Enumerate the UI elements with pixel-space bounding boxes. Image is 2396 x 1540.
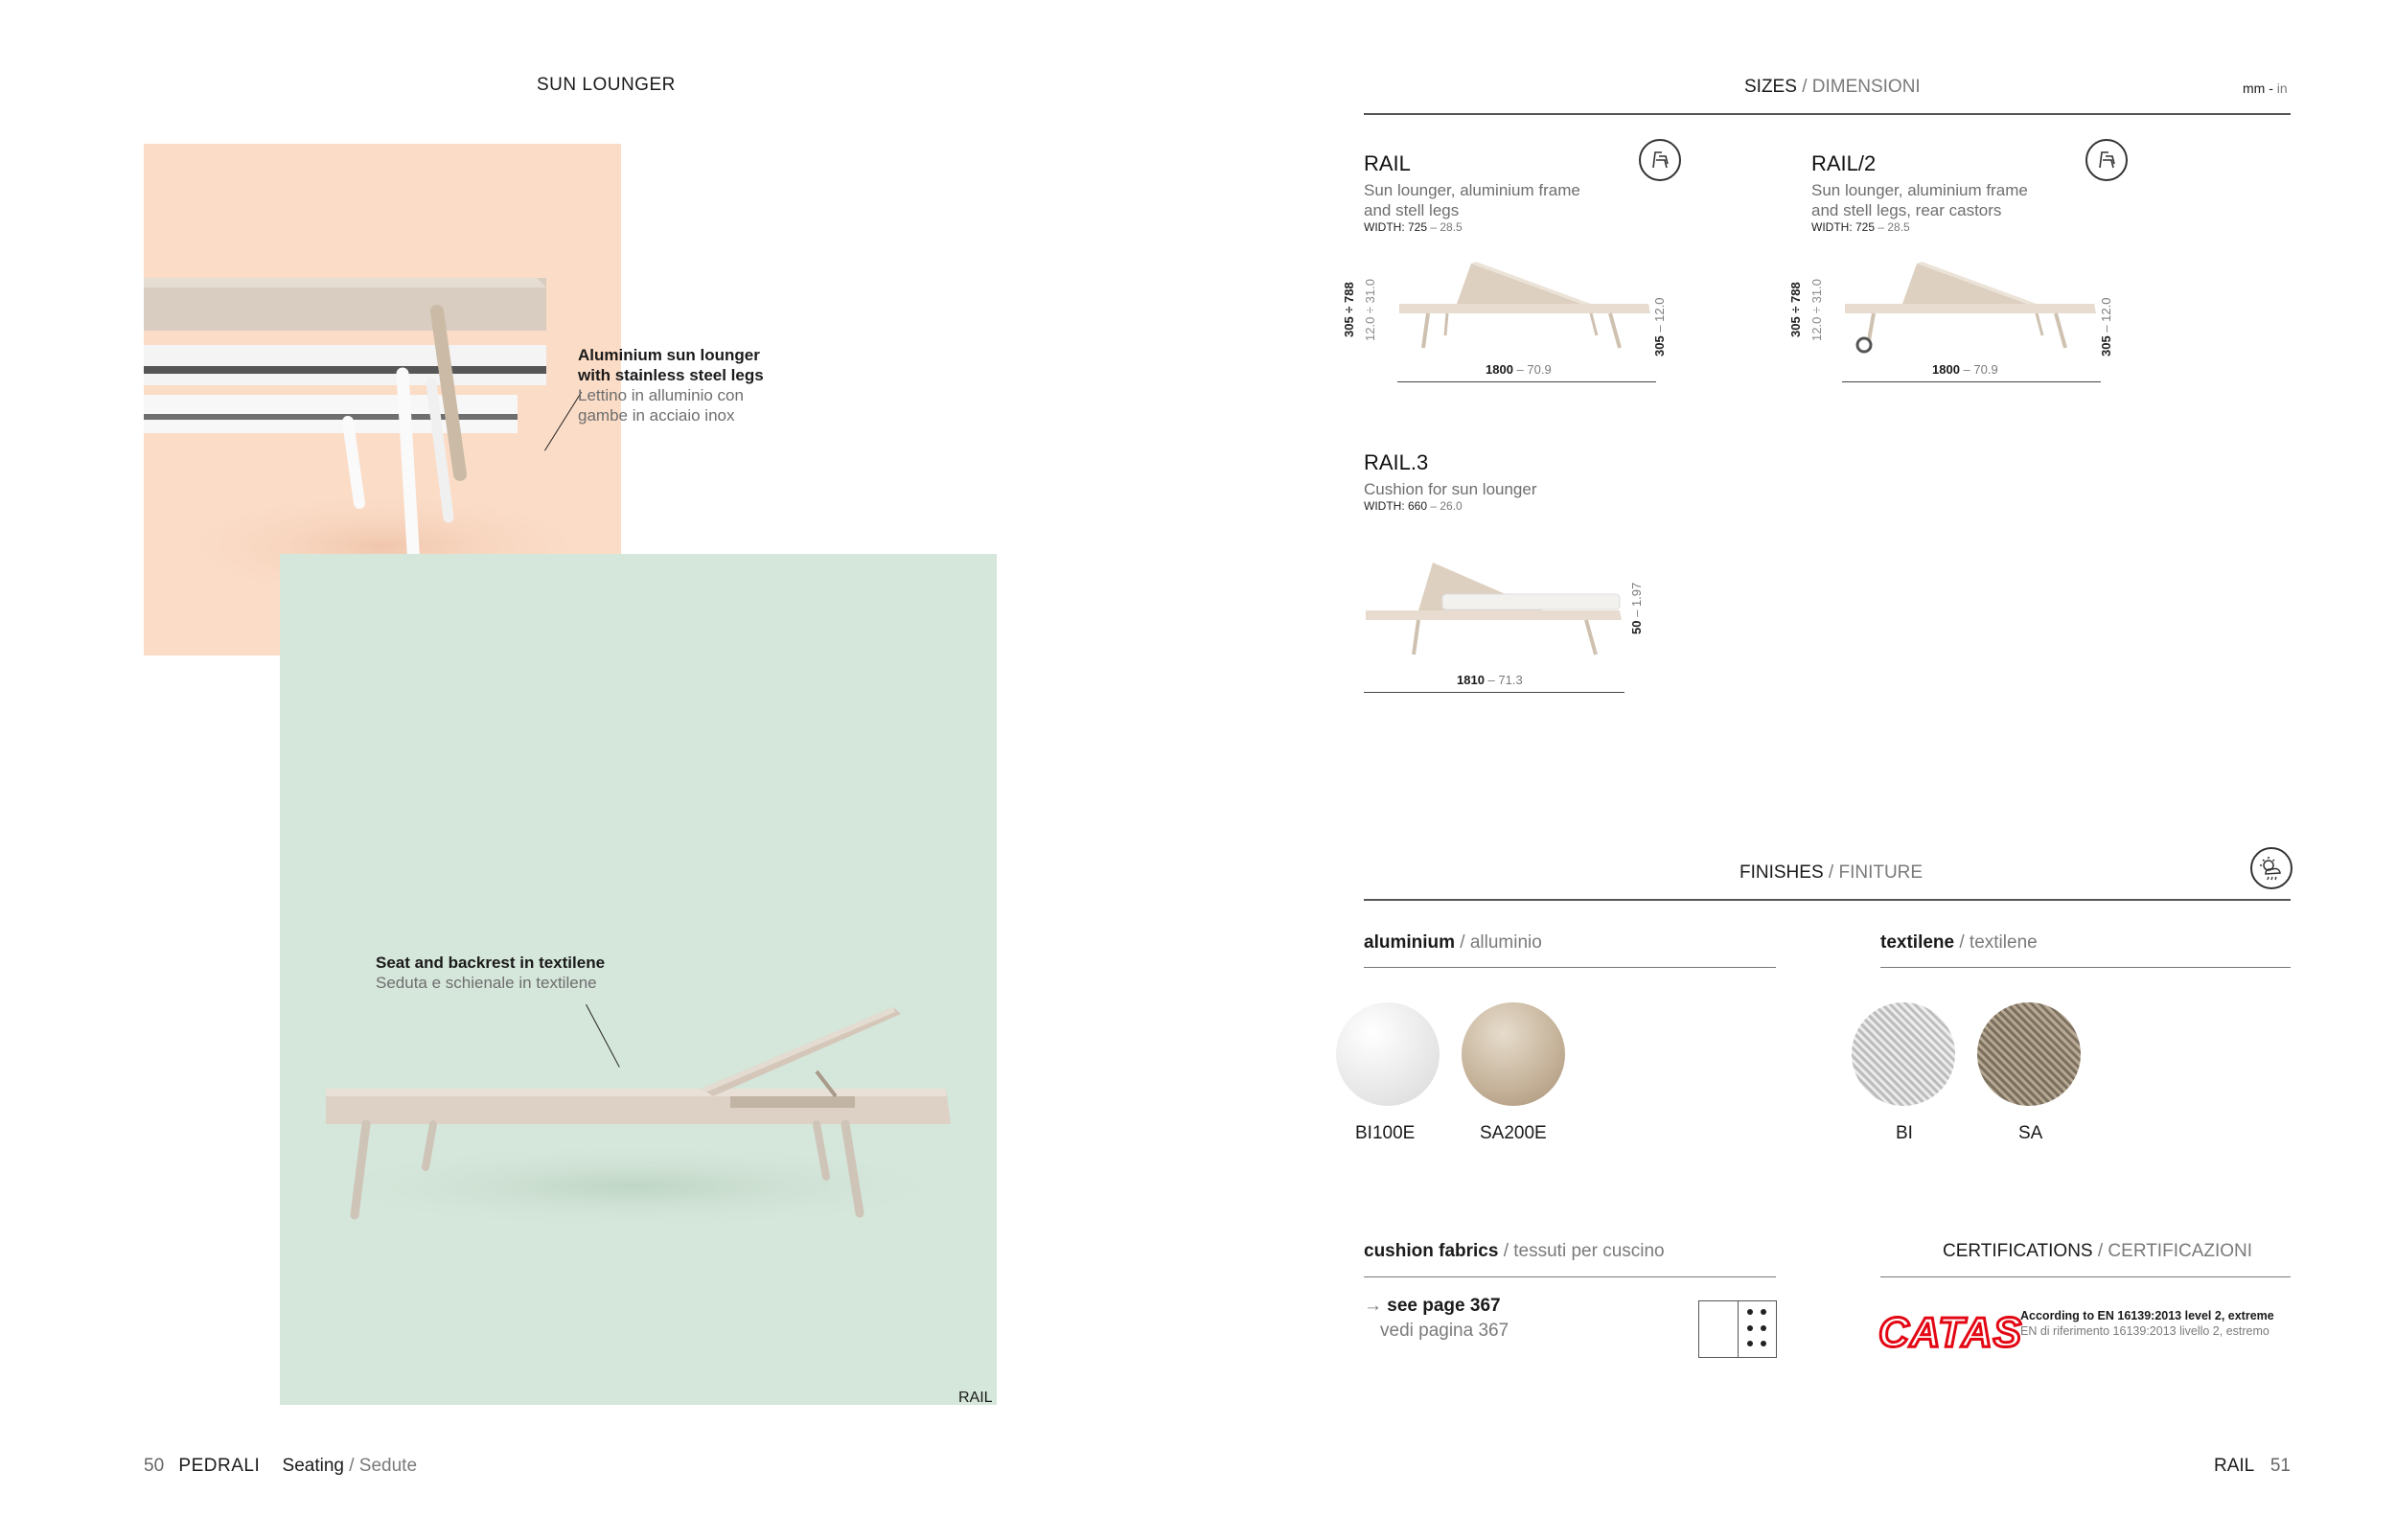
- brand-name: PEDRALI: [178, 1456, 261, 1476]
- unit-in: in: [2276, 80, 2288, 96]
- see-page-it: vedi pagina 367: [1380, 1321, 1509, 1341]
- right-dim-in: – 1.97: [1629, 582, 1644, 621]
- see-page-link[interactable]: [1364, 1296, 1501, 1317]
- right-dim-mm: 305: [2099, 335, 2113, 356]
- product-width: [1364, 499, 1613, 513]
- certifications-heading-en: CERTIFICATIONS: [1943, 1241, 2093, 1261]
- width-in: – 28.5: [1875, 220, 1910, 234]
- section-name-it: / Sedute: [349, 1456, 418, 1476]
- rail-2-length: [1932, 362, 1998, 377]
- swatch-code: BI: [1896, 1123, 1913, 1143]
- product-rail: [1364, 151, 1613, 234]
- left-dim-in: 12.0 ÷ 31.0: [1363, 279, 1377, 341]
- textilene-label-it: / textilene: [1959, 932, 2038, 953]
- product-rail-2: [1811, 151, 2061, 234]
- finishes-rule: [1364, 899, 2291, 901]
- finishes-heading-it: / FINITURE: [1828, 862, 1924, 883]
- cushion-heading-en: cushion fabrics: [1364, 1241, 1499, 1261]
- width-mm: WIDTH: 660: [1364, 499, 1428, 513]
- right-dim-in: – 12.0: [1652, 297, 1667, 336]
- product-width: [1364, 220, 1613, 234]
- see-page-en: see page 367: [1387, 1296, 1501, 1316]
- swatch-sa200e: [1462, 1002, 1565, 1106]
- product-tag: RAIL: [958, 1390, 993, 1406]
- rail-3-right-dimension: [1629, 583, 1644, 634]
- caption-textilene-it: Seduta e schienale in textilene: [376, 974, 597, 992]
- left-dim-mm: 305 ÷ 788: [1788, 282, 1803, 337]
- certifications-rule: [1880, 1276, 2291, 1277]
- swatch-code: BI100E: [1355, 1123, 1416, 1143]
- product-description: Sun lounger, aluminium frame and stell legs, rear castors: [1811, 181, 2028, 219]
- aluminium-rule: [1364, 967, 1776, 968]
- certification-text-it: EN di riferimento 16139:2013 livello 2, estremo: [2020, 1324, 2269, 1338]
- product-description: Sun lounger, aluminium frame and stell legs: [1364, 181, 1580, 219]
- aluminium-label: [1364, 932, 1542, 954]
- section-name: Seating: [282, 1456, 344, 1476]
- arrow-right-icon: →: [1364, 1296, 1382, 1316]
- rail-length-line: [1397, 381, 1656, 382]
- rail-2-length-line: [1842, 381, 2101, 382]
- left-dim-mm: 305 ÷ 788: [1342, 282, 1356, 337]
- left-dim-in: 12.0 ÷ 31.0: [1809, 279, 1824, 341]
- product-description: Cushion for sun lounger: [1364, 480, 1537, 498]
- product-width: [1811, 220, 2061, 234]
- right-dim-in: – 12.0: [2099, 297, 2113, 336]
- width-in: – 28.5: [1427, 220, 1463, 234]
- width-mm: WIDTH: 725: [1811, 220, 1876, 234]
- sizes-rule: [1364, 113, 2291, 115]
- aluminium-label-it: / alluminio: [1460, 932, 1542, 953]
- rail-drawing: [1390, 254, 1668, 359]
- page-number-left: 50: [144, 1456, 165, 1476]
- sizes-heading: [1744, 77, 1921, 98]
- unit-separator: -: [2265, 80, 2277, 96]
- product-rail-3: [1364, 450, 1613, 513]
- footer-right: [2214, 1456, 2291, 1477]
- finishes-heading-en: FINISHES: [1739, 862, 1824, 883]
- page-number-right: 51: [2269, 1456, 2291, 1476]
- unit-mm: mm: [2243, 80, 2266, 96]
- right-dim-mm: 50: [1629, 620, 1644, 634]
- length-mm: 1810: [1457, 673, 1485, 687]
- footer-left: [144, 1456, 417, 1477]
- rail-3-length-line: [1364, 692, 1624, 693]
- fabric-index-icon: [1698, 1300, 1777, 1358]
- swatch-textilene-bi: [1852, 1002, 1955, 1106]
- rail-left-dimension: [1342, 282, 1356, 337]
- cushion-rule: [1364, 1276, 1776, 1277]
- caption-legs-en: Aluminium sun lounger with stainless steel legs: [578, 346, 764, 384]
- outdoor-weather-icon: [2250, 847, 2292, 889]
- aluminium-label-en: aluminium: [1364, 932, 1456, 953]
- rail-left-dimension-in: [1363, 279, 1377, 341]
- textilene-label-en: textilene: [1880, 932, 1955, 953]
- length-mm: 1800: [1932, 362, 1960, 377]
- swatch-code: SA200E: [1480, 1123, 1547, 1143]
- certification-text-en: According to EN 16139:2013 level 2, extreme: [2020, 1309, 2274, 1322]
- stacking-chair-icon: [1639, 139, 1681, 181]
- certification-text: [2020, 1308, 2298, 1339]
- footer-product: RAIL: [2214, 1456, 2254, 1476]
- caption-legs-it: Lettino in alluminio con gambe in acciaio inox: [578, 386, 744, 425]
- width-in: – 26.0: [1427, 499, 1463, 513]
- textilene-label: [1880, 932, 2038, 954]
- units-label: [2243, 80, 2288, 96]
- swatch-textilene-sa: [1977, 1002, 2081, 1106]
- width-mm: WIDTH: 725: [1364, 220, 1428, 234]
- product-code: RAIL.3: [1364, 450, 1429, 474]
- caption-textilene-en: Seat and backrest in textilene: [376, 954, 606, 972]
- length-in: – 71.3: [1484, 673, 1523, 687]
- rail-2-left-dimension: [1788, 282, 1803, 337]
- swatch-bi100e: [1336, 1002, 1440, 1106]
- rail-right-dimension: [1652, 298, 1667, 356]
- rail-2-drawing: [1835, 254, 2113, 359]
- sizes-heading-it: / DIMENSIONI: [1802, 77, 1921, 97]
- length-mm: 1800: [1486, 362, 1513, 377]
- stacking-chair-icon: [2085, 139, 2128, 181]
- left-heading: SUN LOUNGER: [537, 75, 676, 95]
- rail-3-drawing: [1361, 551, 1648, 666]
- textilene-rule: [1880, 967, 2291, 968]
- rail-2-left-dimension-in: [1809, 279, 1824, 341]
- rail-length: [1486, 362, 1552, 377]
- finishes-heading: [1739, 862, 1923, 884]
- right-dim-mm: 305: [1652, 335, 1667, 356]
- cushion-heading: [1364, 1241, 1665, 1262]
- rail-3-length: [1457, 673, 1523, 687]
- product-code: RAIL/2: [1811, 151, 1877, 175]
- sizes-heading-en: SIZES: [1744, 77, 1797, 97]
- rail-2-right-dimension: [2099, 298, 2113, 356]
- product-code: RAIL: [1364, 151, 1411, 175]
- catas-logo: CATAS: [1878, 1309, 2023, 1356]
- cushion-heading-it: / tessuti per cuscino: [1503, 1241, 1665, 1261]
- certifications-heading-it: / CERTIFICAZIONI: [2097, 1241, 2253, 1261]
- swatch-code: SA: [2018, 1123, 2043, 1143]
- caption-legs: [578, 345, 789, 425]
- certifications-heading: [1943, 1241, 2252, 1262]
- caption-textilene: [376, 953, 663, 993]
- length-in: – 70.9: [1512, 362, 1552, 377]
- length-in: – 70.9: [1959, 362, 1998, 377]
